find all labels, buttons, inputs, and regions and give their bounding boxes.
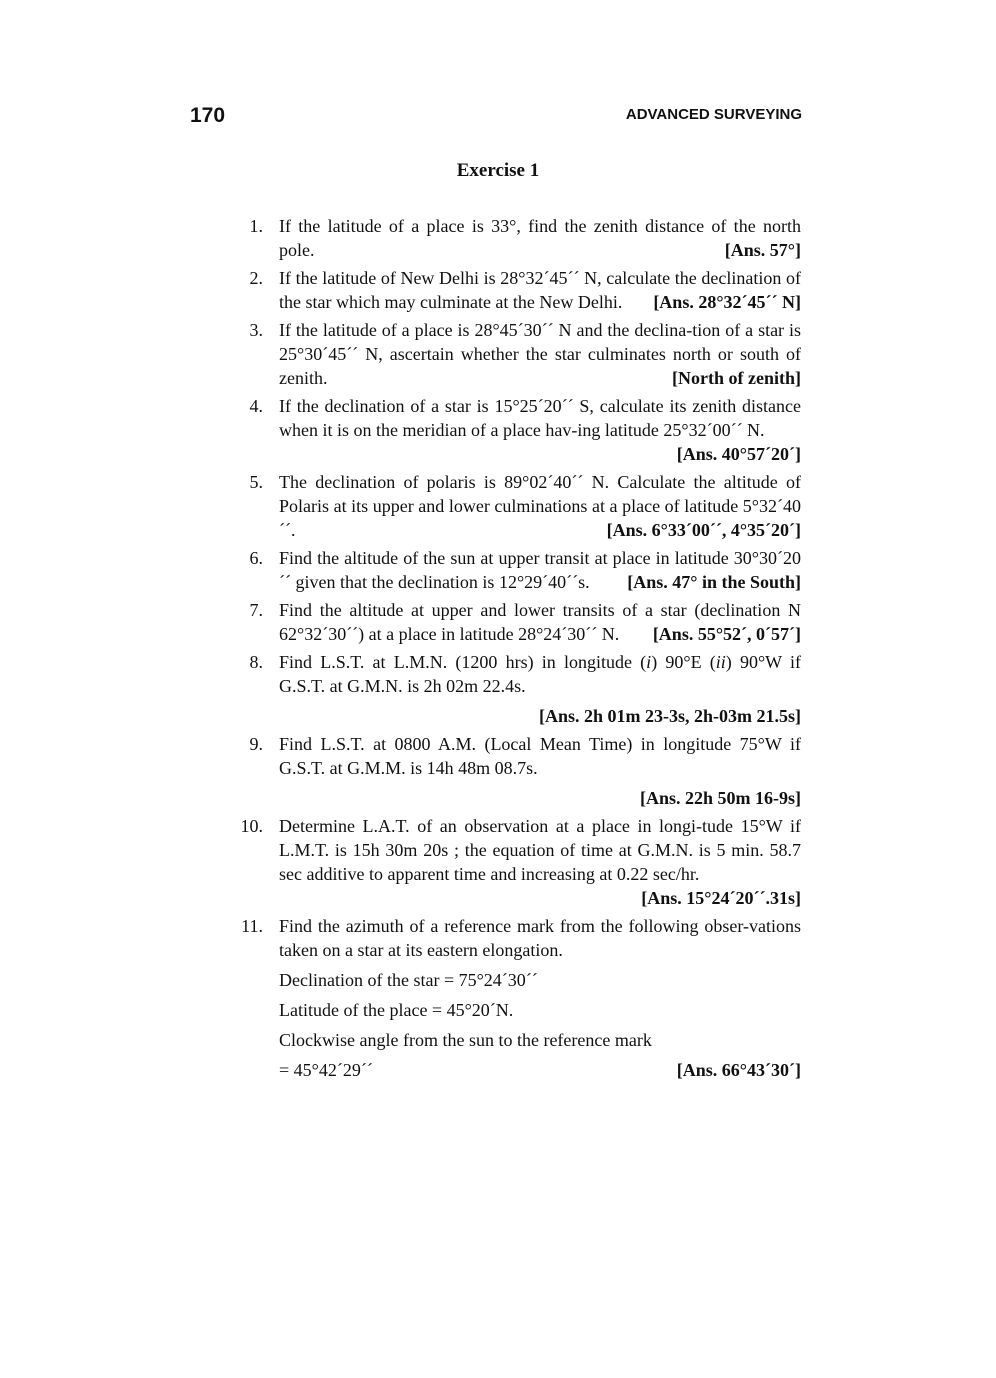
list-item	[230, 318, 801, 390]
item-text: If the latitude of a place is 33°, find the zenith distance of the north pole.	[279, 216, 801, 260]
item-text: Find the azimuth of a reference mark from the following obser-vations taken on a star at its eastern elongation.	[279, 916, 801, 960]
answer: [Ans. 2h 01m 23-3s, 2h-03m 21.5s]	[538, 706, 801, 726]
list-item	[230, 546, 801, 594]
item-text: If the latitude of New Delhi is 28°32´45´´ N, calculate the declination of the star which may culminate at the New Delhi.	[279, 268, 801, 312]
answer: [Ans. 22h 50m 16-9s]	[639, 788, 801, 808]
given-declination: Declination of the star = 75°24´30´´	[279, 970, 538, 990]
list-item	[230, 394, 801, 466]
given-angle-value: = 45°42´29´´	[279, 1060, 373, 1080]
item-number: 8.	[249, 652, 263, 672]
list-item	[230, 470, 801, 542]
roman-numeral: i	[646, 652, 652, 672]
item-number: 5.	[249, 472, 263, 492]
answer: [Ans. 66°43´30´]	[676, 1060, 801, 1080]
item-text: If the latitude of a place is 28°45´30´´ N and the declina-tion of a star is 25°30´45´´ N, ascertain whether the star culminates north or south of zenith.	[279, 320, 801, 388]
item-text: Find the altitude at upper and lower transits of a star (declination N 62°32´30´´) at a place in latitude 28°24´30´´ N.	[279, 600, 801, 644]
item-number: 10.	[240, 816, 263, 836]
given-angle-label: Clockwise angle from the sun to the reference mark	[279, 1030, 652, 1050]
item-text-part: Find L.S.T. at L.M.N. (1200 hrs) in longitude (	[279, 652, 647, 672]
item-text: Determine L.A.T. of an observation at a place in longi-tude 15°W if L.M.T. is 15h 30m 20s ; the equation of time at G.M.N. is 5 min. 58.7 sec additive to apparent time and increasing at 0.22 sec/hr.	[279, 816, 801, 884]
page-header	[190, 104, 802, 132]
list-item	[230, 598, 801, 646]
item-number: 4.	[249, 396, 263, 416]
answer: [Ans. 47° in the South]	[627, 572, 801, 592]
answer: [Ans. 57°]	[724, 240, 801, 260]
exercise-title: Exercise 1	[456, 160, 540, 181]
list-item	[230, 732, 801, 810]
answer: [Ans. 15°24´20´´.31s]	[641, 888, 801, 908]
item-text-part: ) 90°W if G.S.T. at G.M.N. is 2h 02m 22.4s.	[279, 652, 801, 696]
answer: [Ans. 6°33´00´´, 4°35´20´]	[606, 520, 801, 540]
item-text: If the declination of a star is 15°25´20´´ S, calculate its zenith distance when it is on the meridian of a place hav-ing latitude 25°32´00´´ N.	[279, 396, 801, 440]
answer: [Ans. 55°52´, 0´57´]	[652, 624, 801, 644]
list-item	[230, 266, 801, 314]
item-number: 1.	[249, 216, 263, 236]
item-text: The declination of polaris is 89°02´40´´ N. Calculate the altitude of Polaris at its upper and lower culminations at a place of latitude 5°32´40´´.	[279, 472, 801, 540]
item-text	[279, 652, 801, 696]
list-item	[230, 650, 801, 728]
item-number: 11.	[241, 916, 263, 936]
item-number: 6.	[249, 548, 263, 568]
given-latitude: Latitude of the place = 45°20´N.	[279, 1000, 514, 1020]
item-number: 9.	[249, 734, 263, 754]
list-item	[230, 214, 801, 262]
item-number: 2.	[249, 268, 263, 288]
exercise-list	[230, 214, 801, 1086]
item-number: 3.	[249, 320, 263, 340]
list-item	[230, 914, 801, 1082]
list-item	[230, 814, 801, 910]
answer: [Ans. 28°32´45´´ N]	[653, 292, 801, 312]
page-number: 170	[190, 104, 226, 127]
item-text: Find the altitude of the sun at upper transit at place in latitude 30°30´20´´ given that the declination is 12°29´40´´s.	[279, 548, 801, 592]
answer: [Ans. 40°57´20´]	[676, 444, 801, 464]
running-head: ADVANCED SURVEYING	[625, 106, 802, 123]
item-number: 7.	[249, 600, 263, 620]
answer: [North of zenith]	[672, 368, 801, 388]
item-text-part: ) 90°E (	[651, 652, 716, 672]
roman-numeral: ii	[715, 652, 726, 672]
given-angle-row	[279, 1058, 801, 1082]
item-text: Find L.S.T. at 0800 A.M. (Local Mean Time) in longitude 75°W if G.S.T. at G.M.M. is 14h 48m 08.7s.	[279, 734, 801, 778]
